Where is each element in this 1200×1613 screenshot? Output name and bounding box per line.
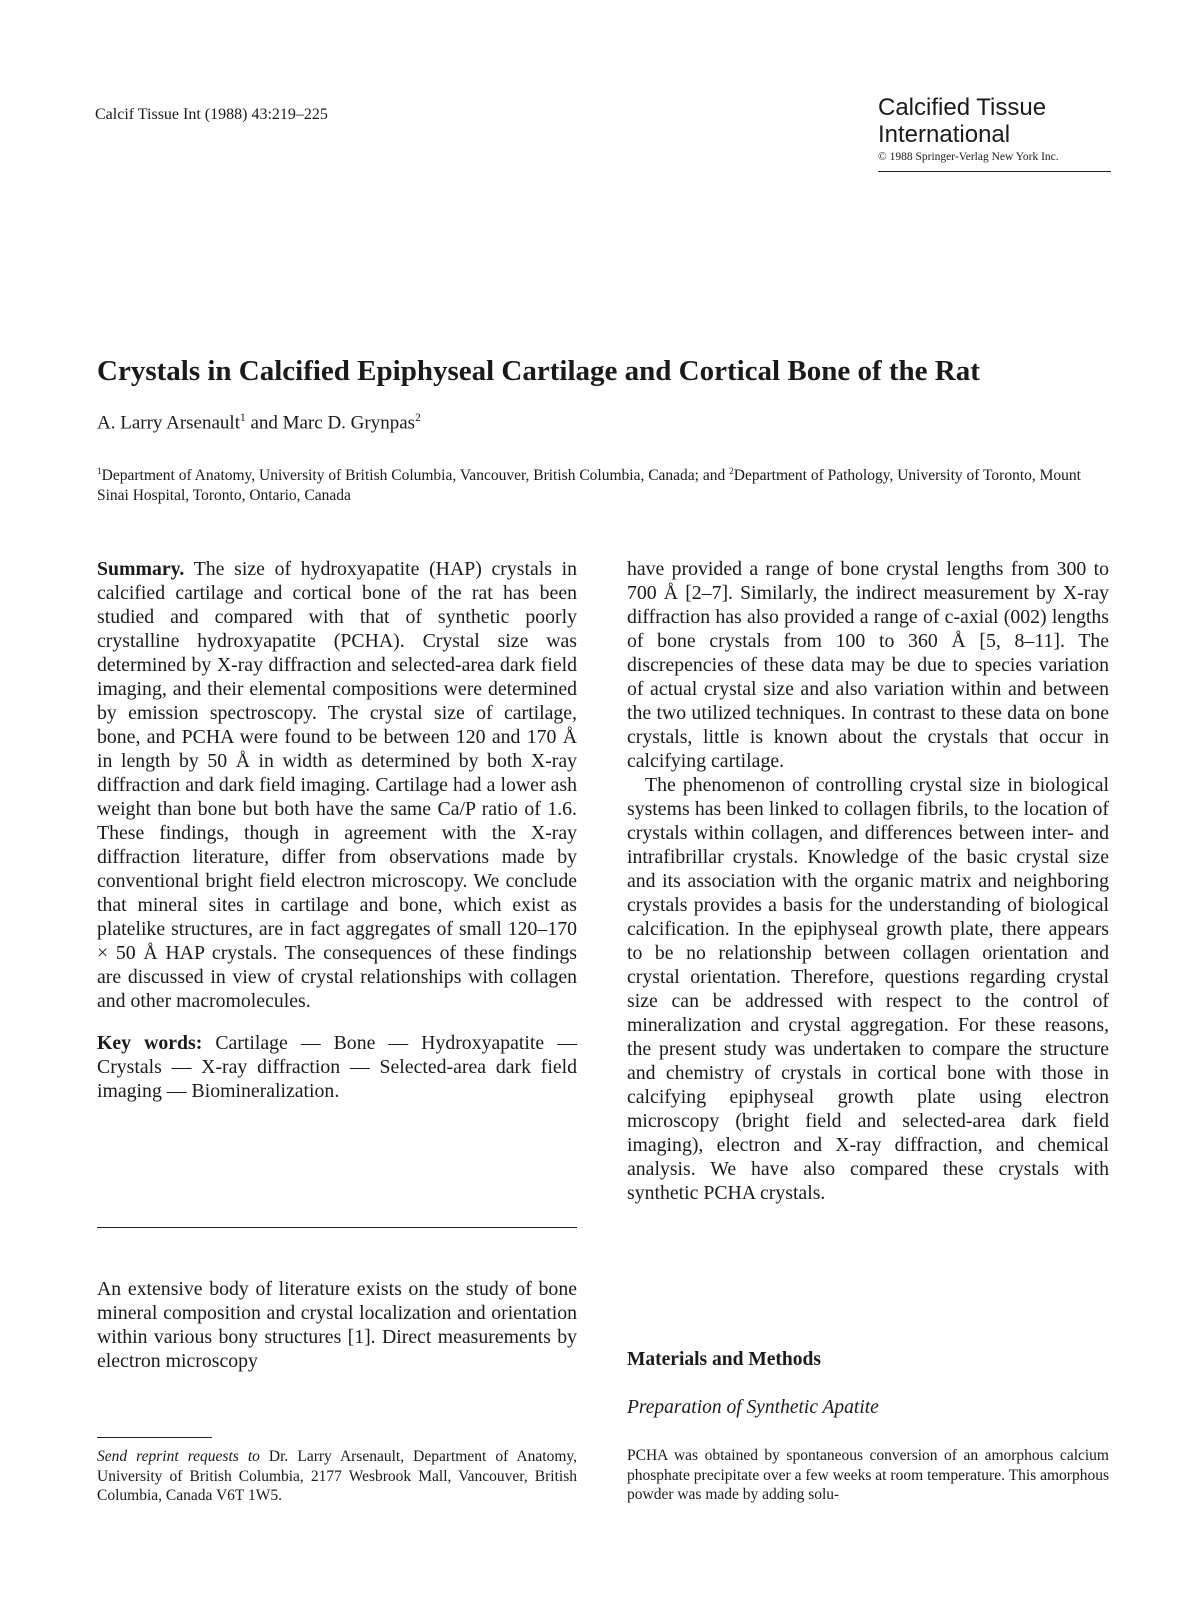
summary-text: The size of hydroxyapatite (HAP) crystals in calcified cartilage and cortical bone of the rat has been studied and compared with that of synthetic poorly crystalline hydroxyapatite (PCHA). Crystal size was determined by X-ray diffraction and selected-area dark field imaging, and their elemental compositions were determined by emission spectroscopy. The crystal size of cartilage, bone, and PCHA were found to be between 120 and 170 Å in length by 50 Å in width as determined by both X-ray diffraction and dark field imaging. Cartilage had a lower ash weight than bone but both have the same Ca/P ratio of 1.6. These findings, though in agreement with the X-ray diffraction literature, differ from observations made by conventional bright field electron microscopy. We conclude that mineral sites in cartilage and bone, which exist as platelike structures, are in fact aggregates of small 120–170 × 50 Å HAP crystals. The consequences of these findings are discussed in view of crystal relationships with collagen and other macromolecules.	[97, 558, 577, 1012]
footnote-text: Dr. Larry Arsenault, Department of Anatomy, University of British Columbia, 2177 Wesbrook Mall, Vancouver, British Columbia, Canada V6T 1W5.	[97, 1448, 577, 1504]
intro-paragraph: An extensive body of literature exists on the study of bone mineral composition and crystal localization and orientation within various bony structures [1]. Direct measurements by electron microscopy	[97, 1278, 577, 1372]
header-rule	[878, 171, 1111, 172]
affil-text: Department of Anatomy, University of British Columbia, Vancouver, British Columbia, Canada; and	[101, 467, 730, 485]
affiliations	[97, 462, 1107, 506]
left-column	[97, 557, 577, 1103]
abstract-separator	[97, 1227, 577, 1228]
keywords-label: Key words:	[97, 1032, 203, 1054]
journal-citation: Calcif Tissue Int (1988) 43:219–225	[95, 106, 328, 123]
journal-masthead	[878, 94, 1111, 172]
affil-marker: 1	[97, 467, 102, 477]
keywords-text: Cartilage — Bone — Hydroxyapatite — Crystals — X-ray diffraction — Selected-area dark field imaging — Biomineralization.	[97, 1032, 577, 1102]
footnote-label: Send reprint requests to	[97, 1448, 260, 1465]
footnote-rule	[97, 1437, 212, 1438]
body-paragraph: The phenomenon of controlling crystal size in biological systems has been linked to collagen fibrils, to the location of crystals within collagen, and differences between inter- and intrafibrillar crystals. Knowledge of the basic crystal size and its association with the organic matrix and neighboring crystals provides a basis for the understanding of biological calcification. In the epiphyseal growth plate, there appears to be no relationship between collagen orientation and crystal orientation. Therefore, questions regarding crystal size can be addressed with respect to the control of mineralization and crystal aggregation. For these reasons, the present study was undertaken to compare the structure and chemistry of crystals in cortical bone with those in calcifying epiphyseal growth plate using electron microscopy (bright field and selected-area dark field imaging), electron and X-ray diffraction, and chemical analysis. We have also compared these crystals with synthetic PCHA crystals.	[627, 774, 1109, 1204]
affil-marker: 2	[729, 467, 734, 477]
author-line	[97, 412, 421, 434]
article-title: Crystals in Calcified Epiphyseal Cartilage and Cortical Bone of the Rat	[97, 355, 980, 387]
journal-name-line1: Calcified Tissue	[878, 94, 1047, 121]
affil-text: Department of Pathology, University of Toronto, Mount Sinai Hospital, Toronto, Ontario, Canada	[97, 467, 1081, 505]
journal-name-line2: International	[878, 121, 1011, 148]
summary-label: Summary.	[97, 558, 185, 580]
footnote	[97, 1447, 577, 1506]
author-name: and Marc D. Grynpas	[245, 412, 416, 434]
right-column	[627, 557, 1109, 1205]
summary-paragraph	[97, 557, 577, 1013]
subsection-heading: Preparation of Synthetic Apatite	[627, 1397, 879, 1418]
section-heading: Materials and Methods	[627, 1349, 821, 1370]
author-name: A. Larry Arsenault	[97, 412, 240, 434]
methods-paragraph: PCHA was obtained by spontaneous conversion of an amorphous calcium phosphate precipitate over a few weeks at room temperature. This amorphous powder was made by adding solu-	[627, 1447, 1109, 1503]
copyright-notice: © 1988 Springer-Verlag New York Inc.	[878, 151, 1059, 163]
journal-name	[878, 94, 1111, 148]
author-affil-marker: 1	[239, 412, 246, 424]
keywords-paragraph	[97, 1031, 577, 1103]
body-paragraph: have provided a range of bone crystal lengths from 300 to 700 Å [2–7]. Similarly, the indirect measurement by X-ray diffraction has also provided a range of c-axial (002) lengths of bone crystals from 100 to 360 Å [5, 8–11]. The discrepencies of these data may be due to species variation of actual crystal size and also variation within and between the two utilized techniques. In contrast to these data on bone crystals, little is known about the crystals that occur in calcifying cartilage.	[627, 558, 1109, 772]
author-affil-marker: 2	[415, 412, 421, 424]
